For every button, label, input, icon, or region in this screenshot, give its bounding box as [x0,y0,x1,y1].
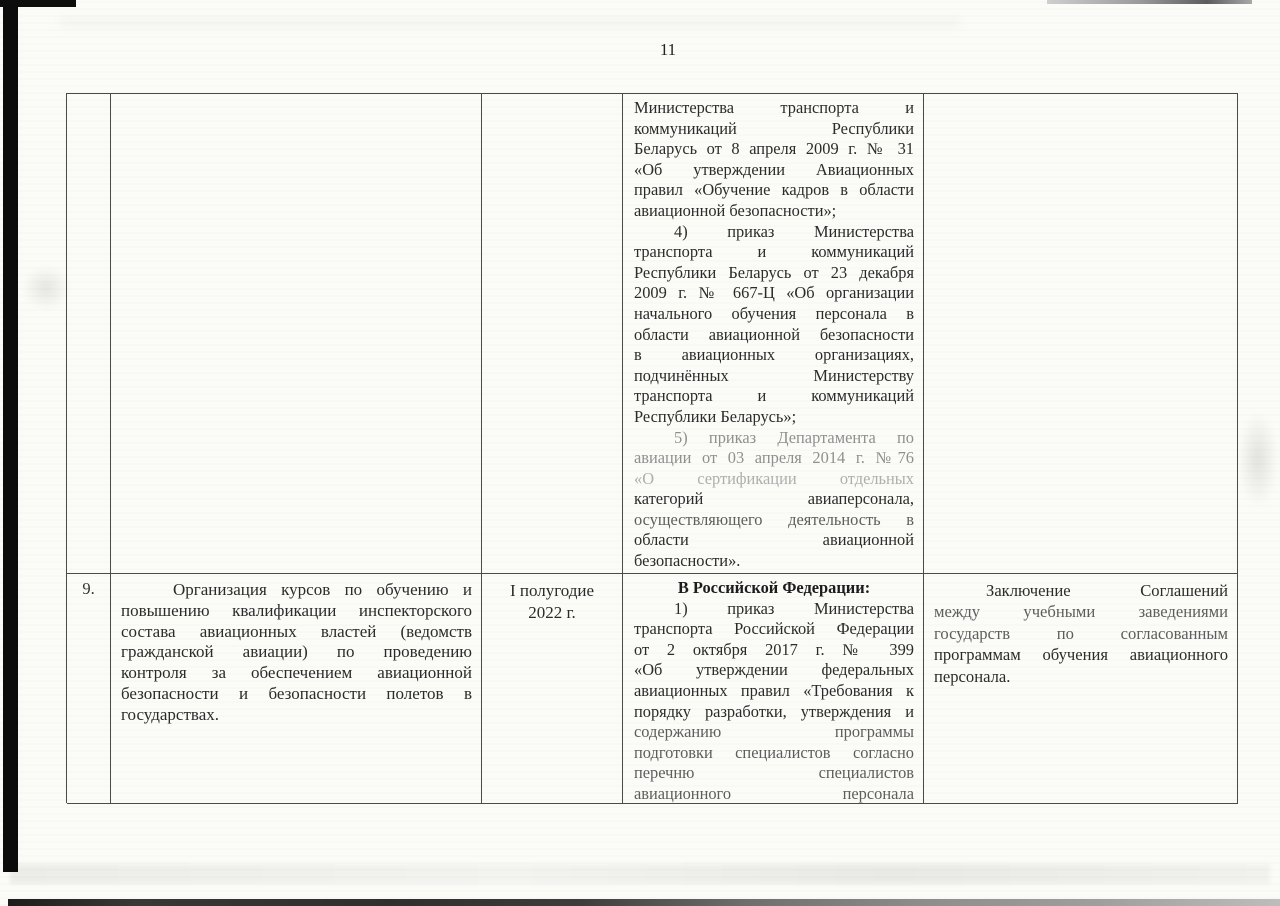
scan-artifact-bottom-band [8,899,1280,906]
text-line: осуществляющего деятельность в [634,509,914,529]
text-line: транспорта Российской Федерации [634,619,914,639]
text-line: Заключение Соглашений [986,581,1228,600]
text-line: гражданской авиации) по проведению [121,642,472,662]
text-line: Беларусь от 8 апреля 2009 г. № 31 [634,139,914,159]
text-line: перечню специалистов [634,763,914,783]
text-line: в авиационных организациях, [634,345,914,365]
cell-row-number [67,94,111,574]
scan-artifact-left-band [3,5,18,872]
text-line: В Российской Федерации: [677,578,871,597]
text-line: 1) приказ Министерства [674,598,914,618]
text-line: программам обучения авиационного [934,645,1228,665]
text-line: авиационной безопасности»; [634,200,837,220]
text-line: категорий авиаперсонала, [634,489,914,509]
text-line: Организация курсов по обучению и [173,580,472,599]
text-line: «О сертификации отдельных [634,468,914,488]
cell-measures-text [623,574,924,804]
scan-smudge [1238,412,1278,507]
text-line: коммуникаций Республики [634,118,914,138]
text-line: транспорта и коммуникаций [634,242,914,262]
text-line: транспорта и коммуникаций [634,386,914,406]
text-line: от 2 октября 2017 г. № 399 [634,639,914,659]
scan-smudge [22,266,70,310]
text-line: безопасности и безопасности полетов в [121,683,472,703]
document-table [66,93,1238,803]
cell-task-text [111,574,482,804]
text-line: области авиационной [634,530,914,550]
text-line: состава авиационных властей (ведомств [121,621,472,641]
text-line: Республики Беларусь»; [634,406,797,426]
text-line: области авиационной безопасности [634,324,914,344]
cell-measures-text [623,94,924,574]
cell-task-text [111,94,482,574]
text-line: начального обучения персонала в [634,303,914,323]
text-line: повышению квалификации инспекторского [121,600,472,620]
cell-expected-result [924,574,1238,804]
text-line: Республики Беларусь от 23 декабря [634,262,914,282]
text-line: «Об утверждении Авиационных [634,159,914,179]
text-line: порядку разработки, утверждения и [634,701,914,721]
text-line: авиации от 03 апреля 2014 г. №76 [634,448,914,468]
text-line: 4) приказ Министерства [674,221,914,241]
text-line: 5) приказ Департамента по [674,427,914,447]
cell-date [482,574,623,804]
text-line: контроля за обеспечением авиационной [121,663,472,683]
text-line: Министерства транспорта и [634,98,914,117]
cell-row-number: 9. [67,574,111,804]
text-line: безопасности». [634,551,741,571]
text-line: между учебными заведениями [934,602,1228,622]
page-number: 11 [659,40,677,59]
cell-date [482,94,623,574]
text-line: правил «Обучение кадров в области [634,180,914,200]
scan-artifact-topright-bar [1047,0,1252,4]
scan-smudge [60,16,960,28]
text-line: подготовки специалистов согласно [634,742,914,762]
text-line: персонала. [934,666,1011,686]
text-line: 2009 г. № 667-Ц «Об организации [634,283,914,303]
cell-expected-result [924,94,1238,574]
text-line: подчинённых Министерству [634,365,914,385]
text-line: авиационных правил «Требования к [634,680,914,700]
text-line: «Об утверждении федеральных [634,660,914,680]
scan-smudge [10,864,1270,884]
text-line: государствах. [121,704,219,724]
text-line: государств по согласованным [934,623,1228,643]
date-line: I полугодие [509,581,595,600]
text-line: содержанию программы [634,722,914,742]
text-line: авиационного персонала [634,783,914,803]
date-line: 2022 г. [528,602,576,622]
